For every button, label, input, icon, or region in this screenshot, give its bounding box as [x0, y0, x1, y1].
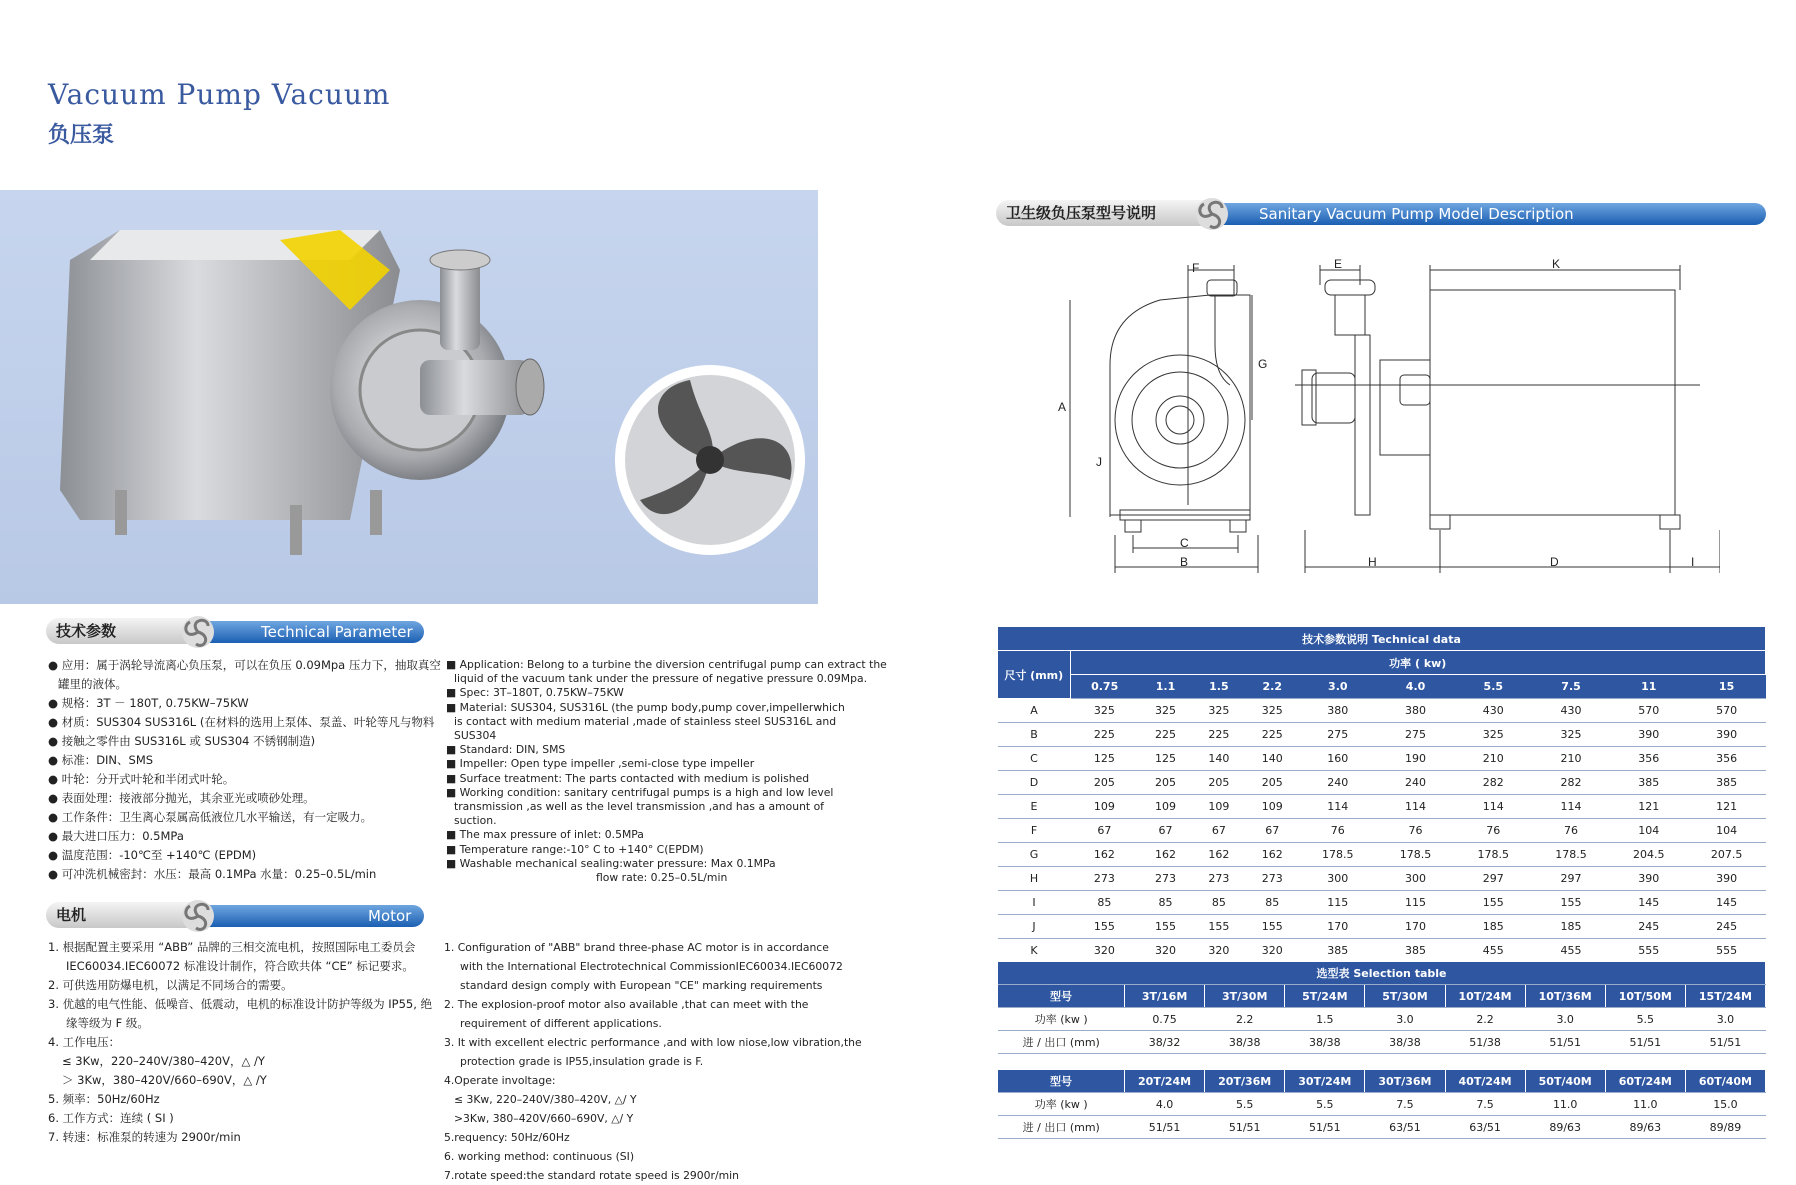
table-cell: 390 [1688, 723, 1766, 747]
table-cell: 114 [1454, 795, 1532, 819]
table-cell: 20T/24M [1125, 1070, 1205, 1093]
swirl-icon [178, 896, 218, 936]
table-cell: 273 [1139, 867, 1192, 891]
dim-label-k: K [1552, 257, 1561, 271]
table-cell: 325 [1192, 699, 1245, 723]
table-cell: 121 [1610, 795, 1688, 819]
table-cell: 205 [1139, 771, 1192, 795]
table-cell: 207.5 [1688, 843, 1766, 867]
table-cell: 555 [1688, 939, 1766, 963]
table-spacer [998, 1054, 1766, 1071]
table-cell: 114 [1532, 795, 1610, 819]
table-cell: 125 [1070, 747, 1139, 771]
table-cell: 38/38 [1285, 1031, 1365, 1054]
table-row [998, 867, 1766, 891]
table-cell: 155 [1139, 915, 1192, 939]
table-cell: 390 [1610, 723, 1688, 747]
list-item: 7.rotate speed:the standard rotate speed is 2900r/min [444, 1169, 739, 1182]
table-row [998, 985, 1766, 1008]
table-cell: 60T/40M [1685, 1070, 1765, 1093]
motor-list-en [444, 938, 862, 1185]
table-cell: 51/51 [1685, 1031, 1765, 1054]
table-cell: 5.5 [1605, 1008, 1685, 1031]
list-item: 缘等级为 F 级。 [66, 1016, 149, 1030]
table-cell: 455 [1454, 939, 1532, 963]
table-cell: 0.75 [1125, 1008, 1205, 1031]
list-item: ● 应用：属于涡轮导流离心负压泵，可以在负压 0.09Mpa 压力下，抽取真空 [48, 658, 441, 672]
table-cell: 11.0 [1605, 1093, 1685, 1116]
table-cell: 85 [1246, 891, 1299, 915]
table-cell: 320 [1070, 939, 1139, 963]
row-header: B [998, 723, 1070, 747]
tech-param-title-cn: 技术参数 [56, 622, 117, 640]
list-item: ≤ 3Kw, 220–240V/380–420V, △/ Y [454, 1093, 637, 1106]
table-cell: 51/51 [1125, 1116, 1205, 1139]
table-cell: 67 [1192, 819, 1245, 843]
table-cell: 282 [1532, 771, 1610, 795]
list-item: liquid of the vacuum tank under the pressure of negative pressure 0.09Mpa. [454, 672, 868, 686]
selection-table [998, 962, 1766, 1139]
table-cell: 320 [1246, 939, 1299, 963]
table-cell: 170 [1299, 915, 1377, 939]
list-item: ● 规格：3T － 180T, 0.75KW–75KW [48, 696, 249, 710]
table-cell: 115 [1299, 891, 1377, 915]
table-cell: 60T/24M [1605, 1070, 1685, 1093]
list-item: ■ Material: SUS304, SUS316L (the pump body,pump cover,impellerwhich [446, 700, 845, 714]
list-item: ■ The max pressure of inlet: 0.5MPa [446, 828, 644, 842]
list-item: 1. 根据配置主要采用 “ABB” 品牌的三相交流电机，按照国际电工委员会 [48, 940, 416, 954]
table-cell: 390 [1610, 867, 1688, 891]
dim-label-e: E [1334, 257, 1343, 271]
list-item: 6. working method: continuous (SI) [444, 1150, 635, 1163]
dimension-drawing [1040, 255, 1720, 575]
table-cell: 38/38 [1365, 1031, 1445, 1054]
list-item: ● 标准：DIN、SMS [48, 753, 154, 767]
table-cell: 273 [1246, 867, 1299, 891]
table-cell: 162 [1192, 843, 1245, 867]
table-cell: 240 [1377, 771, 1455, 795]
table-cell: 155 [1192, 915, 1245, 939]
list-item: requirement of different applications. [460, 1017, 662, 1030]
table-cell: 245 [1688, 915, 1766, 939]
row-header: I [998, 891, 1070, 915]
table-cell: 11.0 [1525, 1093, 1605, 1116]
list-item: ■ Temperature range:-10° C to +140° C(EPDM) [446, 842, 704, 856]
tech-param-list-cn [48, 656, 441, 884]
product-photo [0, 190, 818, 604]
power-header: 功率 ( kw) [1070, 651, 1766, 675]
table-cell: 10T/36M [1525, 985, 1605, 1008]
list-item: protection grade is IP55,insulation grade is F. [460, 1055, 704, 1068]
table-row [998, 1093, 1766, 1116]
table-cell: 85 [1139, 891, 1192, 915]
table-cell: 356 [1610, 747, 1688, 771]
tech-param-header [46, 618, 424, 644]
table-cell: 114 [1299, 795, 1377, 819]
table-cell: 121 [1688, 795, 1766, 819]
table-cell: 7.5 [1445, 1093, 1525, 1116]
table-cell: 50T/40M [1525, 1070, 1605, 1093]
dim-label-b: B [1180, 555, 1189, 569]
table-cell: 89/63 [1525, 1116, 1605, 1139]
table-cell: 300 [1377, 867, 1455, 891]
table-cell: 430 [1454, 699, 1532, 723]
row-header: 进 / 出口 (mm) [998, 1031, 1125, 1054]
list-item: 5. 频率：50Hz/60Hz [48, 1092, 160, 1106]
table-cell: 109 [1070, 795, 1139, 819]
table-cell: 225 [1070, 723, 1139, 747]
dim-label-j: J [1096, 455, 1102, 469]
table-cell: 162 [1070, 843, 1139, 867]
list-item: 5.requency: 50Hz/60Hz [444, 1131, 570, 1144]
list-item: ■ Washable mechanical sealing:water pressure: Max 0.1MPa [446, 856, 776, 870]
table-cell: 204.5 [1610, 843, 1688, 867]
table-cell: 5T/24M [1285, 985, 1365, 1008]
table-cell: 3T/16M [1125, 985, 1205, 1008]
table-cell: 67 [1246, 819, 1299, 843]
list-item: 7. 转速：标准泵的转速为 2900r/min [48, 1130, 241, 1144]
table-cell: 109 [1192, 795, 1245, 819]
list-item: ● 接触之零件由 SUS316L 或 SUS304 不锈钢制造) [48, 734, 316, 748]
power-col-header: 15 [1688, 675, 1766, 699]
table-cell: 570 [1688, 699, 1766, 723]
table-row [998, 1116, 1766, 1139]
list-item: ● 表面处理：接液部分抛光，其余亚光或喷砂处理。 [48, 791, 315, 805]
row-header: 进 / 出口 (mm) [998, 1116, 1125, 1139]
row-header: 型号 [998, 1070, 1125, 1093]
table-row [998, 891, 1766, 915]
list-item: 4. 工作电压： [48, 1035, 121, 1049]
table-cell: 390 [1688, 867, 1766, 891]
table-cell: 67 [1070, 819, 1139, 843]
table-cell: 555 [1610, 939, 1688, 963]
table-row [998, 747, 1766, 771]
table-cell: 282 [1454, 771, 1532, 795]
dim-label-a: A [1058, 400, 1067, 414]
list-item: is contact with medium material ,made of stainless steel SUS316L and [454, 714, 837, 728]
table-cell: 51/51 [1205, 1116, 1285, 1139]
table-row [998, 819, 1766, 843]
table-cell: 320 [1139, 939, 1192, 963]
power-col-header: 3.0 [1299, 675, 1377, 699]
table-cell: 240 [1299, 771, 1377, 795]
table-cell: 155 [1532, 891, 1610, 915]
table-cell: 85 [1192, 891, 1245, 915]
list-item: ≤ 3Kw，220–240V/380–420V，△ /Y [62, 1054, 265, 1068]
list-item: ■ Impeller: Open type impeller ,semi-close type impeller [446, 757, 755, 771]
row-header: K [998, 939, 1070, 963]
table-cell: 125 [1139, 747, 1192, 771]
table-cell: 3.0 [1525, 1008, 1605, 1031]
motor-list-cn [48, 938, 438, 1147]
table-cell: 30T/36M [1365, 1070, 1445, 1093]
selection-table-title: 选型表 Selection table [998, 962, 1766, 985]
row-header: J [998, 915, 1070, 939]
table-cell: 145 [1610, 891, 1688, 915]
table-cell: 104 [1688, 819, 1766, 843]
table-cell: 430 [1532, 699, 1610, 723]
table-cell: 273 [1070, 867, 1139, 891]
power-col-header: 7.5 [1532, 675, 1610, 699]
table-cell: 15.0 [1685, 1093, 1765, 1116]
table-cell: 178.5 [1299, 843, 1377, 867]
table-cell: 455 [1532, 939, 1610, 963]
table-cell: 3.0 [1365, 1008, 1445, 1031]
table-row [998, 1070, 1766, 1093]
table-row [998, 939, 1766, 963]
table-cell: 155 [1454, 891, 1532, 915]
table-cell: 7.5 [1365, 1093, 1445, 1116]
selection-table-wrap [998, 962, 1766, 1139]
list-item: ■ Standard: DIN, SMS [446, 743, 566, 757]
list-item: ■ Surface treatment: The parts contacted with medium is polished [446, 771, 810, 785]
list-item: 罐里的液体。 [58, 677, 127, 691]
list-item: ● 叶轮：分开式叶轮和半闭式叶轮。 [48, 772, 235, 786]
model-description-header [996, 200, 1766, 226]
technical-data-table-wrap [998, 627, 1766, 963]
table-cell: 162 [1139, 843, 1192, 867]
dim-label-g: G [1258, 357, 1268, 371]
table-cell: 205 [1070, 771, 1139, 795]
table-cell: 5.5 [1205, 1093, 1285, 1116]
table-row [998, 699, 1766, 723]
table-row [998, 723, 1766, 747]
list-item: flow rate: 0.25–0.5L/min [596, 871, 728, 885]
table-cell: 205 [1192, 771, 1245, 795]
power-col-header: 11 [1610, 675, 1688, 699]
table-cell: 2.2 [1445, 1008, 1525, 1031]
list-item: ■ Spec: 3T–180T, 0.75KW–75KW [446, 686, 624, 700]
power-col-header: 1.1 [1139, 675, 1192, 699]
table-cell: 155 [1246, 915, 1299, 939]
table-cell: 225 [1192, 723, 1245, 747]
list-item: ● 可冲洗机械密封：水压：最高 0.1MPa 水量：0.25–0.5L/min [48, 867, 377, 881]
row-header: H [998, 867, 1070, 891]
row-header: 功率 (kw ) [998, 1008, 1125, 1031]
tech-param-list-en [446, 658, 887, 885]
table-cell: 178.5 [1377, 843, 1455, 867]
table-cell: 225 [1246, 723, 1299, 747]
table-cell: 385 [1688, 771, 1766, 795]
table-cell: 20T/36M [1205, 1070, 1285, 1093]
table-cell: 3T/30M [1205, 985, 1285, 1008]
list-item: suction. [454, 814, 497, 828]
row-header: A [998, 699, 1070, 723]
table-cell: 2.2 [1205, 1008, 1285, 1031]
power-col-header: 2.2 [1246, 675, 1299, 699]
table-cell: 3.0 [1685, 1008, 1765, 1031]
list-item: 4.Operate involtage: [444, 1074, 556, 1087]
row-header: F [998, 819, 1070, 843]
table-cell: 205 [1246, 771, 1299, 795]
row-header: 型号 [998, 985, 1125, 1008]
dimension-diagram [1040, 255, 1720, 575]
table-cell: 85 [1070, 891, 1139, 915]
table-cell: 67 [1139, 819, 1192, 843]
power-col-header: 1.5 [1192, 675, 1245, 699]
table-cell: 297 [1532, 867, 1610, 891]
table-cell: 76 [1377, 819, 1455, 843]
list-item: 3. 优越的电气性能、低噪音、低震动，电机的标准设计防护等级为 IP55, 绝 [48, 997, 433, 1011]
list-item: IEC60034.IEC60072 标准设计制作，符合欧共体 “CE” 标记要求。 [66, 959, 414, 973]
table-cell: 178.5 [1532, 843, 1610, 867]
table-cell: 38/38 [1205, 1031, 1285, 1054]
table-cell: 570 [1610, 699, 1688, 723]
list-item: ● 材质：SUS304 SUS316L (在材料的选用上泵体、泵盖、叶轮等凡与物料 [48, 715, 435, 729]
table-cell: 63/51 [1365, 1116, 1445, 1139]
list-item: 6. 工作方式：连续 ( SI ) [48, 1111, 174, 1125]
list-item: >3Kw, 380–420V/660–690V, △/ Y [454, 1112, 634, 1125]
table-cell: 162 [1246, 843, 1299, 867]
dim-label-c: C [1180, 536, 1189, 550]
table-cell: 51/51 [1525, 1031, 1605, 1054]
table-cell: 325 [1532, 723, 1610, 747]
table-row [998, 915, 1766, 939]
table-cell: 225 [1139, 723, 1192, 747]
table-cell: 178.5 [1454, 843, 1532, 867]
model-description-title-cn: 卫生级负压泵型号说明 [1006, 204, 1157, 222]
motor-title-en: Motor [368, 907, 412, 925]
technical-data-table [998, 627, 1766, 963]
motor-header [46, 902, 424, 928]
table-cell: 40T/24M [1445, 1070, 1525, 1093]
dim-label-h: H [1368, 555, 1377, 569]
table-cell: 185 [1532, 915, 1610, 939]
list-item: 2. The explosion-proof motor also available ,that can meet with the [444, 998, 809, 1011]
list-item: standard design comply with European "CE" marking requirements [460, 979, 823, 992]
table-cell: 10T/24M [1445, 985, 1525, 1008]
table-cell: 76 [1454, 819, 1532, 843]
row-header: C [998, 747, 1070, 771]
table-cell: 356 [1688, 747, 1766, 771]
table-cell: 170 [1377, 915, 1455, 939]
power-col-header: 5.5 [1454, 675, 1532, 699]
table-cell: 109 [1246, 795, 1299, 819]
table-cell: 30T/24M [1285, 1070, 1365, 1093]
swirl-icon [1192, 194, 1232, 234]
row-header: G [998, 843, 1070, 867]
table-cell: 210 [1532, 747, 1610, 771]
dim-label-d: D [1550, 555, 1559, 569]
table-cell: 385 [1299, 939, 1377, 963]
list-item: ■ Application: Belong to a turbine the diversion centrifugal pump can extract the [446, 658, 887, 671]
table-row [998, 1031, 1766, 1054]
row-header: E [998, 795, 1070, 819]
model-description-title-en: Sanitary Vacuum Pump Model Description [1259, 205, 1574, 223]
table-cell: 155 [1070, 915, 1139, 939]
list-item: 3. It with excellent electric performance ,and with low niose,low vibration,the [444, 1036, 862, 1049]
dim-label-f: F [1192, 261, 1200, 275]
table-cell: 109 [1139, 795, 1192, 819]
table-cell: 385 [1610, 771, 1688, 795]
motor-title-cn: 电机 [56, 906, 87, 924]
table-cell: 300 [1299, 867, 1377, 891]
table-cell: 210 [1454, 747, 1532, 771]
swirl-icon [178, 612, 218, 652]
table-cell: 245 [1610, 915, 1688, 939]
technical-data-title: 技术参数说明 Technical data [998, 627, 1766, 651]
list-item: ● 温度范围：-10℃至 +140℃ (EPDM) [48, 848, 257, 862]
table-cell: 320 [1192, 939, 1245, 963]
list-item: 1. Configuration of "ABB" brand three-phase AC motor is in accordance [444, 941, 829, 954]
row-header: D [998, 771, 1070, 795]
table-cell: 38/32 [1125, 1031, 1205, 1054]
table-cell: 325 [1246, 699, 1299, 723]
page-title-en: Vacuum Pump Vacuum [48, 78, 391, 111]
list-item: transmission ,as well as the level transmission ,and has a amount of [454, 800, 824, 814]
table-cell: 275 [1377, 723, 1455, 747]
dim-label-i: I [1691, 555, 1695, 569]
list-item: 2. 可供选用防爆电机，以满足不同场合的需要。 [48, 978, 293, 992]
table-cell: 190 [1377, 747, 1455, 771]
table-cell: 140 [1246, 747, 1299, 771]
table-cell: 160 [1299, 747, 1377, 771]
table-cell: 385 [1377, 939, 1455, 963]
table-cell: 4.0 [1125, 1093, 1205, 1116]
row-header: 功率 (kw ) [998, 1093, 1125, 1116]
table-cell: 51/51 [1285, 1116, 1365, 1139]
table-row [998, 771, 1766, 795]
table-cell: 380 [1299, 699, 1377, 723]
list-item: with the International Electrotechnical CommissionIEC60034.IEC60072 [460, 960, 843, 973]
table-cell: 1.5 [1285, 1008, 1365, 1031]
tech-param-title-en: Technical Parameter [261, 623, 413, 641]
list-item: SUS304 [454, 729, 497, 743]
table-cell: 104 [1610, 819, 1688, 843]
table-cell: 114 [1377, 795, 1455, 819]
list-item: ● 最大进口压力：0.5MPa [48, 829, 184, 843]
table-cell: 275 [1299, 723, 1377, 747]
table-cell: 89/89 [1685, 1116, 1765, 1139]
power-col-header: 0.75 [1070, 675, 1139, 699]
table-row [998, 1008, 1766, 1031]
size-header: 尺寸 (mm) [998, 651, 1070, 699]
table-cell: 185 [1454, 915, 1532, 939]
table-cell: 76 [1299, 819, 1377, 843]
table-cell: 63/51 [1445, 1116, 1525, 1139]
table-cell: 140 [1192, 747, 1245, 771]
list-item: ■ Working condition: sanitary centrifugal pumps is a high and low level [446, 785, 834, 799]
table-cell: 5T/30M [1365, 985, 1445, 1008]
table-row [998, 843, 1766, 867]
table-row [998, 795, 1766, 819]
table-cell: 145 [1688, 891, 1766, 915]
table-cell: 325 [1139, 699, 1192, 723]
table-cell: 76 [1532, 819, 1610, 843]
table-cell: 10T/50M [1605, 985, 1685, 1008]
list-item: ● 工作条件：卫生离心泵属高低液位几水平输送，有一定吸力。 [48, 810, 373, 824]
table-cell: 51/38 [1445, 1031, 1525, 1054]
page-title-cn: 负压泵 [48, 123, 115, 148]
pump-illustration [0, 190, 818, 604]
table-cell: 325 [1454, 723, 1532, 747]
table-cell: 15T/24M [1685, 985, 1765, 1008]
power-col-header: 4.0 [1377, 675, 1455, 699]
table-cell: 325 [1070, 699, 1139, 723]
table-cell: 51/51 [1605, 1031, 1685, 1054]
table-cell: 297 [1454, 867, 1532, 891]
table-cell: 89/63 [1605, 1116, 1685, 1139]
table-cell: 5.5 [1285, 1093, 1365, 1116]
list-item: ＞ 3Kw，380–420V/660–690V，△ /Y [62, 1073, 267, 1087]
table-cell: 380 [1377, 699, 1455, 723]
table-cell: 115 [1377, 891, 1455, 915]
table-cell: 273 [1192, 867, 1245, 891]
